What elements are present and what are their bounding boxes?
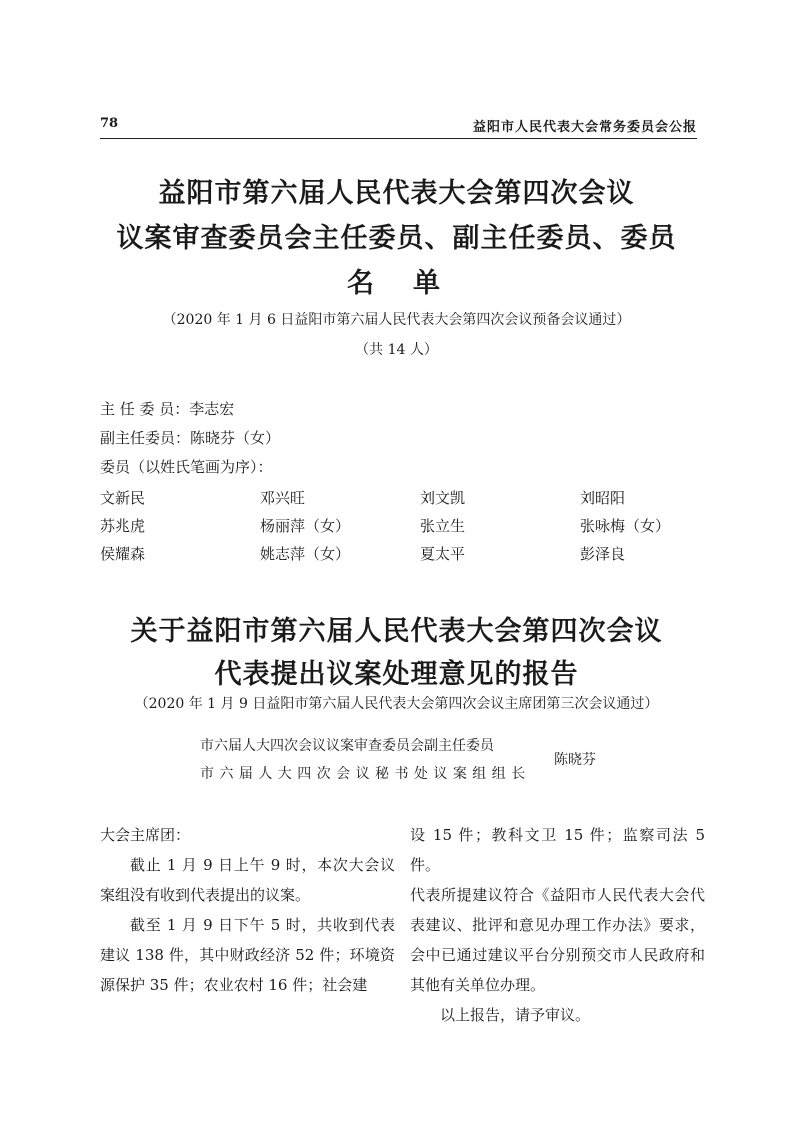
member-name: 侯耀森 bbox=[100, 545, 146, 563]
salutation: 大会主席团： bbox=[100, 826, 191, 844]
chair-line: 主 任 委 员：李志宏 bbox=[100, 400, 235, 418]
member-name: 姚志萍（女） bbox=[260, 545, 351, 563]
journal-title: 益阳市人民代表大会常务委员会公报 bbox=[472, 120, 697, 135]
vice-chair-line: 副主任委员：陈晓芬（女） bbox=[100, 429, 281, 447]
signer-role-1: 市六届人大四次会议议案审查委员会副主任委员 bbox=[200, 738, 494, 754]
report-column-right bbox=[410, 820, 705, 1030]
member-name: 苏兆虎 bbox=[100, 517, 146, 535]
signer-name: 陈晓芬 bbox=[554, 752, 596, 768]
member-name: 夏太平 bbox=[420, 545, 466, 563]
page-number: 78 bbox=[100, 116, 119, 131]
list-title-line3: 名 单 bbox=[347, 268, 446, 299]
member-name: 邓兴旺 bbox=[260, 489, 306, 507]
members-row bbox=[100, 541, 680, 567]
member-name: 彭泽良 bbox=[580, 545, 626, 563]
list-count-note: （共 14 人） bbox=[355, 342, 438, 358]
report-paragraph: 截止 1 月 9 日上午 9 时，本次大会议案组没有收到代表提出的议案。 bbox=[100, 856, 395, 904]
page-header bbox=[100, 116, 697, 139]
report-column-left bbox=[100, 820, 395, 1000]
member-name: 杨丽萍（女） bbox=[260, 517, 351, 535]
report-title-line2: 代表提出议案处理意见的报告 bbox=[214, 659, 579, 690]
members-row bbox=[100, 485, 680, 511]
report-paragraph: 代表所提建议符合《益阳市人民代表大会代表建议、批评和意见办理工作办法》要求，会中已通过建议平台分别预交市人民政府和其他有关单位办理。 bbox=[410, 886, 705, 994]
report-title-line1: 关于益阳市第六届人民代表大会第四次会议 bbox=[130, 616, 663, 647]
member-name: 张立生 bbox=[420, 517, 466, 535]
member-name: 张咏梅（女） bbox=[580, 517, 671, 535]
member-name: 刘昭阳 bbox=[580, 489, 626, 507]
members-heading: 委员（以姓氏笔画为序）： bbox=[100, 458, 273, 476]
members-row bbox=[100, 513, 680, 539]
report-approval-note: （2020 年 1 月 9 日益阳市第六届人民代表大会第四次会议主席团第三次会议通过） bbox=[134, 696, 659, 712]
list-approval-note: （2020 年 1 月 6 日益阳市第六届人民代表大会第四次会议预备会议通过） bbox=[162, 312, 631, 328]
list-title-line1: 益阳市第六届人民代表大会第四次会议 bbox=[158, 178, 635, 209]
signer-role-2: 市 六 届 人 大 四 次 会 议 秘 书 处 议 案 组 组 长 bbox=[200, 766, 526, 782]
report-paragraph-continued: 设 15 件；教科文卫 15 件；监察司法 5 件。 bbox=[410, 826, 705, 874]
list-title-line2: 议案审查委员会主任委员、副主任委员、委员 bbox=[116, 223, 677, 254]
report-closing: 以上报告，请予审议。 bbox=[440, 1006, 591, 1024]
report-paragraph: 截至 1 月 9 日下午 5 时，共收到代表建议 138 件，其中财政经济 52 件；环境资源保护 35 件；农业农村 16 件；社会建 bbox=[100, 916, 395, 994]
member-name: 刘文凯 bbox=[420, 489, 466, 507]
member-name: 文新民 bbox=[100, 489, 146, 507]
